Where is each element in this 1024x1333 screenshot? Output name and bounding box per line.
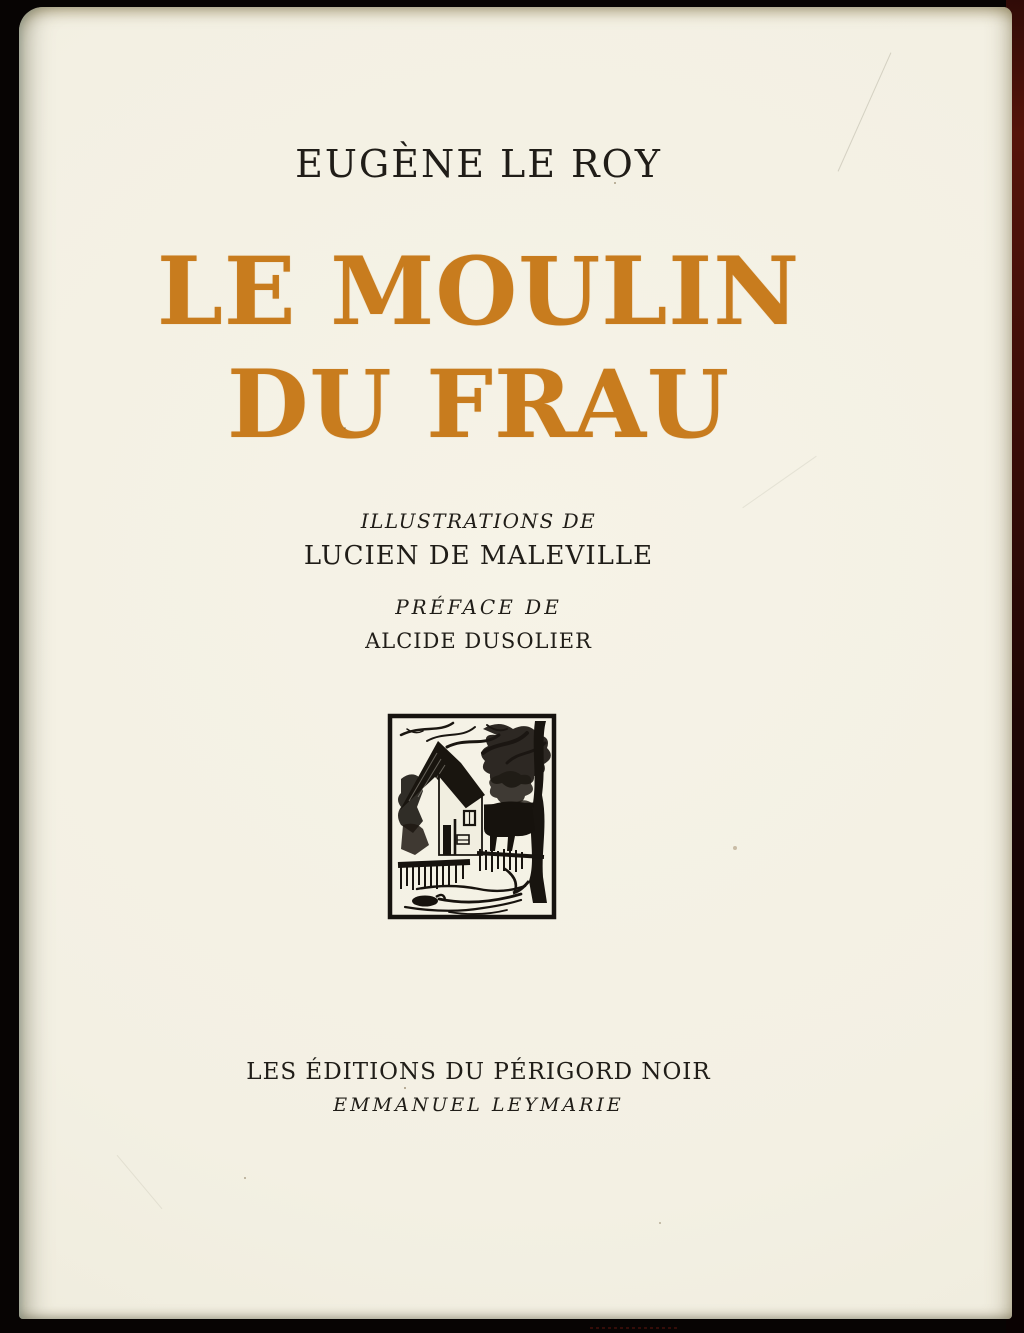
book-title-line-2: DU FRAU [227,350,730,460]
author-name: EUGÈNE LE ROY [295,142,662,186]
preface-author-name: ALCIDE DUSOLIER [365,629,592,653]
publisher-person: EMMANUEL LEYMARIE [333,1094,624,1116]
title-page [19,7,1012,1319]
paper-crease [742,456,816,508]
paper-crease [117,1155,163,1209]
illustrations-label: ILLUSTRATIONS DE [360,509,597,533]
preface-label: PRÉFACE DE [395,595,562,619]
illustrator-name: LUCIEN DE MALEVILLE [303,541,654,571]
book-title-line-1: LE MOULIN [156,237,801,347]
scan-noise [590,1327,680,1329]
publisher-name: LES ÉDITIONS DU PÉRIGORD NOIR [246,1059,711,1085]
paper-speck [404,1087,406,1089]
mill-woodcut-illustration [387,713,557,920]
